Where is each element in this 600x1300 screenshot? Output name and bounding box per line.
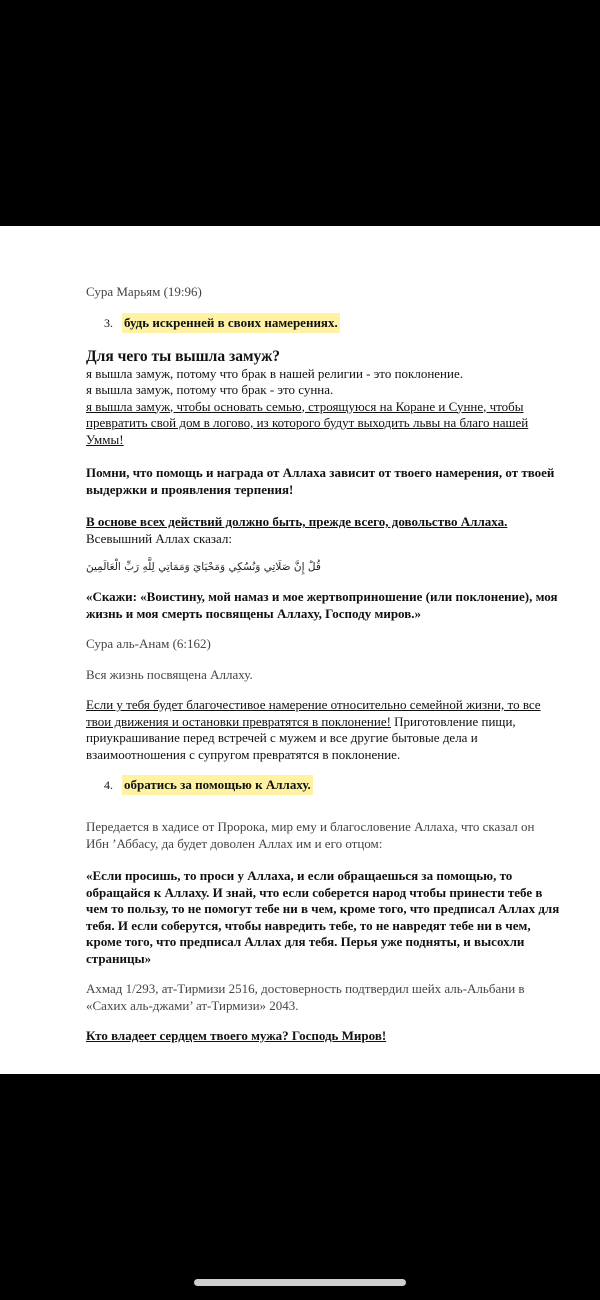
hadith-text: «Если просишь, то проси у Аллаха, и если обращаешься за помощью, то обращайся к Аллаху. И знай, что если соберется народ чтобы принести тебе в чем то пользу, то не помогут тебе ни в чем, кроме того, что предписал Аллах для тебя. И если соберутся, чтобы навредить тебе, то не навредят тебе ни в чем, кроме того, что предписал Аллах для тебя. Перья уже подняты, и высохли страницы» (86, 868, 560, 966)
pious-intention-rest: Приготовление пищи, приукрашивание перед встречей с мужем и все другие бытовые дела и взаимоотношения с супругом превратятся в поклонение. (86, 713, 516, 762)
hadith-intro: Передается в хадисе от Пророка, мир ему и благословение Аллаха, что сказал он Ибн ’Аббасу, да будет доволен Аллах им и его отцом: (86, 819, 535, 851)
document-content (86, 284, 560, 1045)
reason-worship: я вышла замуж, потому что брак в нашей религии - это поклонение. (86, 365, 463, 381)
final-question: Кто владеет сердцем твоего мужа? Господь Миров! (86, 1028, 387, 1043)
list-item-3-text: будь искренней в своих намерениях. (122, 313, 340, 333)
list-item-4-text: обратись за помощью к Аллаху. (122, 775, 313, 795)
heading-why-married: Для чего ты вышла замуж? (86, 347, 281, 365)
document-page (0, 226, 600, 1074)
verse-translation: «Скажи: «Воистину, мой намаз и мое жертвоприношение (или поклонение), моя жизнь и моя смерть посвящены Аллаху, Господу миров.» (86, 589, 558, 621)
reason-family: я вышла замуж, чтобы основать семью, строящуюся на Коране и Сунне, чтобы превратить свой дом в логово, из которого будут выходить львы на благо нашей Уммы! (86, 398, 529, 447)
life-devoted-statement: Вся жизнь посвящена Аллаху. (86, 666, 253, 682)
list-item-3-number: 3. (104, 315, 113, 330)
home-indicator[interactable] (194, 1279, 406, 1286)
remember-statement: Помни, что помощь и награда от Аллаха зависит от твоего намерения, от твоей выдержки и проявления терпения! (86, 465, 555, 497)
pious-intention-underlined: Если у тебя будет благочестивое намерение относительно семейной жизни, то все твои движения и остановки превратятся в поклонение! (86, 697, 541, 729)
arabic-verse (86, 559, 560, 575)
list-item-3 (86, 313, 560, 333)
surah-anam-reference: Сура аль-Анам (6:162) (86, 636, 211, 651)
reason-sunnah: я вышла замуж, потому что брак - это сунна. (86, 382, 334, 397)
list-item-4-number: 4. (104, 778, 113, 792)
surah-maryam-reference: Сура Марьям (19:96) (86, 284, 202, 299)
basis-statement: В основе всех действий должно быть, прежде всего, довольство Аллаха. (86, 514, 508, 529)
arabic-verse-text: قُلْ إِنَّ صَلَاتِي وَنُسُكِي وَمَحْيَايَ وَمَمَاتِي لِلَّهِ رَبِّ الْعَالَمِينَ (86, 561, 321, 573)
allah-said-label: Всевышний Аллах сказал: (86, 530, 233, 546)
hadith-source: Ахмад 1/293, ат-Тирмизи 2516, достоверность подтвердил шейх аль-Альбани в «Сахих аль-джами’ ат-Тирмизи» 2043. (86, 981, 525, 1013)
list-item-4 (86, 775, 560, 795)
pious-intention-paragraph (86, 697, 560, 763)
